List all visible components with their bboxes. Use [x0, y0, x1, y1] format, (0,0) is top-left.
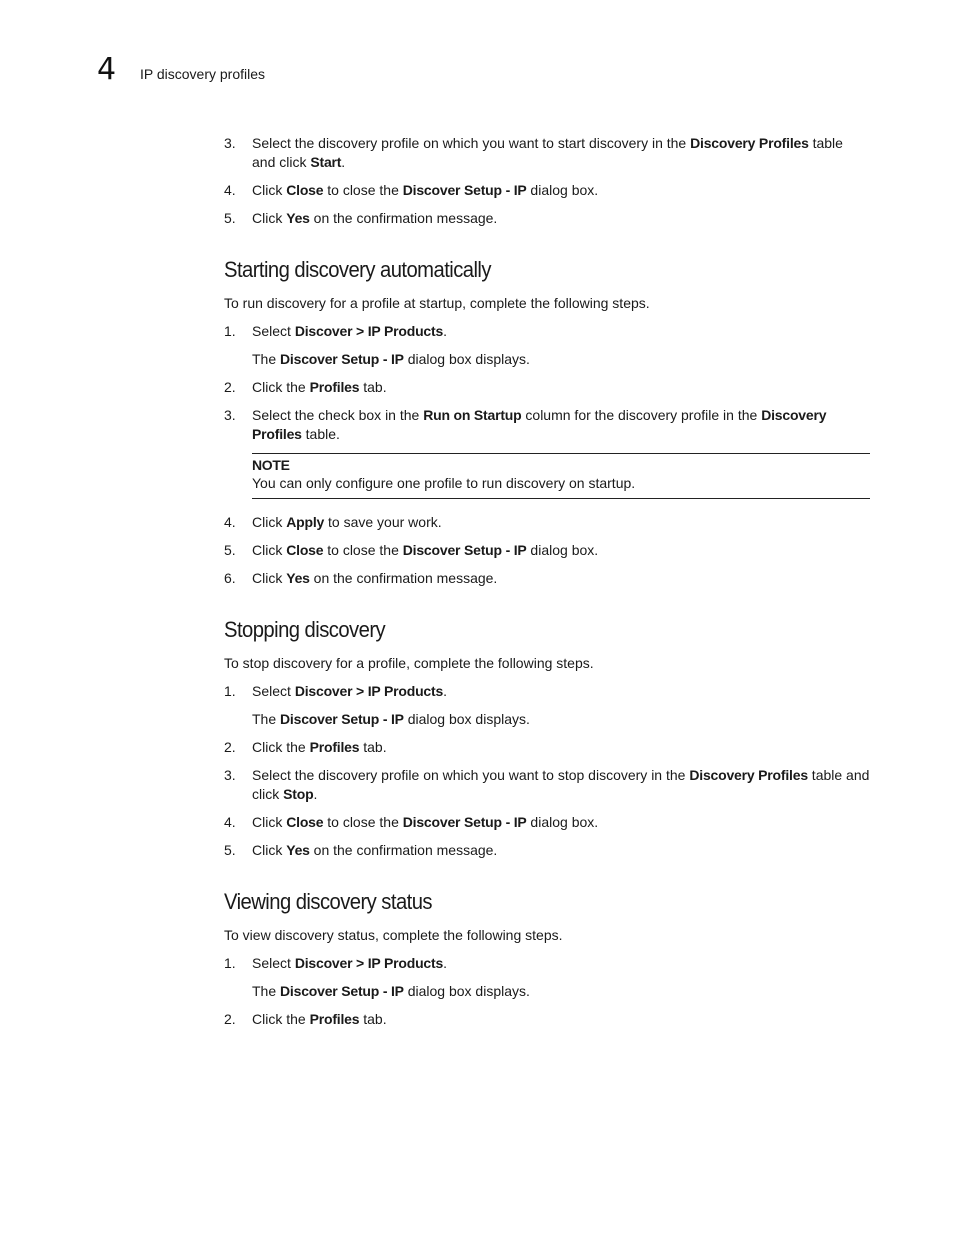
text-run: Select — [252, 955, 295, 971]
step-number: 5. — [224, 210, 236, 226]
procedure-step — [224, 569, 870, 588]
text-run: . — [443, 683, 447, 699]
text-run: Click — [252, 570, 287, 586]
ui-term: Discover > IP Products — [294, 955, 444, 971]
text-run: to close the — [323, 814, 403, 830]
text-run: . — [341, 154, 346, 170]
step-text — [252, 210, 497, 226]
sections-container — [224, 256, 870, 1029]
text-run: table. — [301, 426, 340, 442]
section-intro: To run discovery for a profile at startup, complete the following steps. — [224, 295, 650, 311]
text-run: dialog box displays. — [403, 351, 530, 367]
text-run: to close the — [323, 182, 403, 198]
step-number: 6. — [224, 570, 236, 586]
section-heading: Starting discovery automatically — [224, 257, 491, 282]
procedure-step — [224, 813, 870, 832]
section-intro: To stop discovery for a profile, complete the following steps. — [224, 655, 594, 671]
text-run: column for the discovery profile in the — [521, 407, 762, 423]
text-run: . — [443, 323, 447, 339]
text-run: Click — [252, 842, 287, 858]
ui-term: Apply — [286, 514, 325, 530]
text-run: The — [252, 351, 281, 367]
step-text — [252, 570, 497, 586]
text-run: tab. — [359, 739, 387, 755]
procedure-step — [224, 181, 870, 200]
text-run: Select the discovery profile on which you want to stop discovery in the — [252, 767, 690, 783]
text-run: table and click — [252, 135, 843, 170]
text-run: on the confirmation message. — [309, 842, 498, 858]
text-run: The — [252, 983, 281, 999]
ui-term: Close — [286, 182, 324, 198]
text-run: dialog box. — [526, 814, 599, 830]
note-label: NOTE — [252, 457, 290, 473]
text-run: Click — [252, 514, 287, 530]
procedure-step — [224, 406, 870, 444]
procedure-step — [224, 541, 870, 560]
ui-term: Run on Startup — [423, 407, 522, 423]
text-run: Click the — [252, 739, 310, 755]
ui-term: Discover Setup - IP — [280, 711, 404, 727]
step-number: 4. — [224, 514, 236, 530]
step-result — [252, 982, 870, 1001]
text-run: to close the — [323, 542, 403, 558]
procedure-step — [224, 378, 870, 397]
ui-term: Close — [286, 814, 324, 830]
procedure-step — [224, 513, 870, 532]
ui-term: Discover Setup - IP — [280, 351, 404, 367]
step-text — [252, 955, 447, 971]
step-result — [252, 710, 870, 729]
step-list — [224, 954, 870, 1029]
ui-term: Close — [286, 542, 324, 558]
text-run: Select — [252, 683, 295, 699]
text-run: Click — [252, 814, 287, 830]
step-text — [252, 767, 869, 802]
ui-term: Discovery Profiles — [689, 767, 808, 783]
text-run: Click — [252, 542, 287, 558]
ui-term: Discover Setup - IP — [402, 814, 527, 830]
procedure-step — [224, 738, 870, 757]
procedure-step — [224, 322, 870, 341]
procedure-step — [224, 134, 870, 172]
procedure-step — [224, 682, 870, 701]
step-number: 3. — [224, 135, 236, 151]
procedure-step — [224, 209, 870, 228]
ui-term: Yes — [286, 210, 310, 226]
chapter-number: 4 — [97, 52, 117, 87]
text-run: Click the — [252, 379, 310, 395]
step-text — [252, 814, 598, 830]
text-run: Select the discovery profile on which you want to start discovery in the — [252, 135, 691, 151]
step-text — [252, 182, 598, 198]
ui-term: Discovery Profiles — [690, 135, 809, 151]
text-run: The — [252, 711, 281, 727]
text-run: Select — [252, 323, 295, 339]
step-text — [252, 739, 387, 755]
text-run: Click — [252, 210, 287, 226]
step-list — [224, 682, 870, 860]
procedure-step — [224, 1010, 870, 1029]
procedure-step — [224, 841, 870, 860]
text-run: dialog box displays. — [403, 983, 530, 999]
ui-term: Discover Setup - IP — [402, 182, 527, 198]
procedure-step — [224, 766, 870, 804]
procedure-step — [224, 954, 870, 973]
step-text — [252, 842, 497, 858]
note-box — [252, 453, 870, 499]
text-run: . — [443, 955, 447, 971]
step-text — [252, 323, 447, 339]
section — [224, 616, 870, 860]
text-run: Select the check box in the — [252, 407, 424, 423]
ui-term: Yes — [286, 842, 310, 858]
text-run: to save your work. — [324, 514, 442, 530]
step-text — [252, 407, 826, 442]
step-number: 3. — [224, 767, 236, 783]
ui-term: Discover > IP Products — [294, 683, 444, 699]
step-number: 2. — [224, 379, 236, 395]
text-run: dialog box displays. — [403, 711, 530, 727]
step-number: 4. — [224, 814, 236, 830]
step-number: 2. — [224, 1011, 236, 1027]
text-run: dialog box. — [526, 542, 599, 558]
step-number: 5. — [224, 542, 236, 558]
step-text — [252, 379, 387, 395]
text-run: dialog box. — [526, 182, 599, 198]
text-run: on the confirmation message. — [309, 570, 498, 586]
step-number: 1. — [224, 683, 236, 699]
section-heading: Stopping discovery — [224, 617, 386, 642]
text-run: Click the — [252, 1011, 310, 1027]
step-list — [224, 322, 870, 588]
ui-term: Discover > IP Products — [294, 323, 444, 339]
step-number: 1. — [224, 955, 236, 971]
step-text — [252, 135, 843, 170]
text-run: tab. — [359, 1011, 387, 1027]
text-run: on the confirmation message. — [309, 210, 498, 226]
ui-term: Start — [310, 154, 342, 170]
note-text: You can only configure one profile to run discovery on startup. — [252, 475, 636, 491]
ui-term: Profiles — [309, 739, 360, 755]
section-intro: To view discovery status, complete the following steps. — [224, 927, 563, 943]
step-number: 2. — [224, 739, 236, 755]
text-run: tab. — [359, 379, 387, 395]
ui-term: Discovery Profiles — [252, 407, 827, 442]
page-content — [224, 134, 870, 1038]
ui-term: Discover Setup - IP — [402, 542, 527, 558]
continued-step-list — [224, 134, 870, 228]
step-number: 4. — [224, 182, 236, 198]
ui-term: Stop — [283, 786, 314, 802]
step-text — [252, 542, 598, 558]
step-text — [252, 514, 442, 530]
section — [224, 256, 870, 588]
section — [224, 888, 870, 1029]
step-number: 3. — [224, 407, 236, 423]
section-heading: Viewing discovery status — [224, 889, 433, 914]
step-text — [252, 1011, 387, 1027]
step-result — [252, 350, 870, 369]
step-number: 1. — [224, 323, 236, 339]
step-number: 5. — [224, 842, 236, 858]
ui-term: Profiles — [309, 1011, 360, 1027]
ui-term: Profiles — [309, 379, 360, 395]
chapter-title: IP discovery profiles — [140, 66, 266, 82]
step-text — [252, 683, 447, 699]
ui-term: Discover Setup - IP — [280, 983, 404, 999]
ui-term: Yes — [286, 570, 310, 586]
text-run: table and click — [252, 767, 870, 802]
text-run: . — [313, 786, 318, 802]
text-run: Click — [252, 182, 287, 198]
